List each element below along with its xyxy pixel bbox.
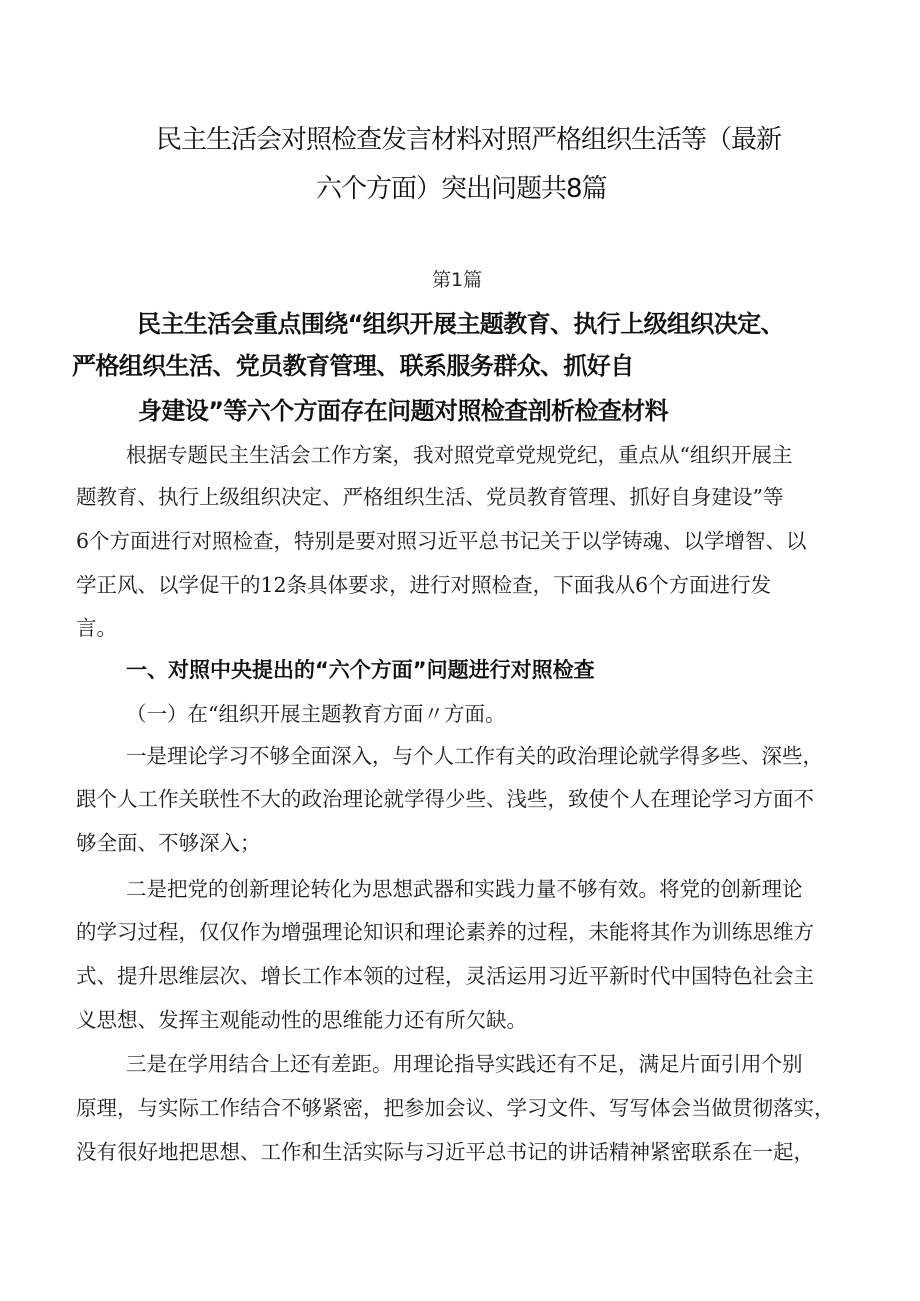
subtitle-line-3: 身建设”等六个方面存在问题对照检查剖析检查材料: [138, 397, 668, 425]
section-heading-1: 一、对照中央提出的“六个方面”问题进行对照检查: [126, 658, 595, 682]
point-1-line-2: 跟个人工作关联性不大的政治理论就学得少些、浅些，致使个人在理论学习方面不: [76, 787, 814, 811]
subtitle-line-1: 民主生活会重点围绕“组织开展主题教育、执行上级组织决定、: [137, 310, 784, 338]
intro-line-2: 题教育、执行上级组织决定、严格组织生活、党员教育管理、抓好自身建设”等: [76, 485, 784, 509]
intro-line-5: 言。: [76, 616, 117, 640]
point-2-line-1: 二是把党的创新理论转化为思想武器和实践力量不够有效。将党的创新理论: [126, 877, 803, 901]
point-2-line-3: 式、提升思维层次、增长工作本领的过程，灵活运用习近平新时代中国特色社会主: [76, 964, 814, 988]
point-2-line-2: 的学习过程，仅仅作为增强理论知识和理论素养的过程，未能将其作为训练思维方: [76, 920, 814, 944]
point-2-line-4: 义思想、发挥主观能动性的思维能力还有所欠缺。: [76, 1008, 527, 1032]
subheading-1: （一）在“组织开展主题教育方面〃方面。: [126, 702, 506, 726]
point-3-line-2: 原理，与实际工作结合不够紧密，把参加会议、学习文件、写写体会当做贯彻落实，: [76, 1096, 835, 1120]
document-title-line-1: 民主生活会对照检查发言材料对照严格组织生活等（最新: [156, 125, 782, 155]
point-1-line-1: 一是理论学习不够全面深入，与个人工作有关的政治理论就学得多些、深些，: [126, 744, 823, 768]
point-1-line-3: 够全面、不够深入；: [76, 831, 261, 855]
point-3-line-3: 没有很好地把思想、工作和生活实际与习近平总书记的讲话精神紧密联系在一起，: [76, 1140, 814, 1164]
intro-line-1: 根据专题民主生活会工作方案，我对照党章党规党纪，重点从“组织开展主: [126, 443, 793, 467]
document-title-line-2: 六个方面）突出问题共8篇: [316, 174, 607, 204]
intro-line-4: 学正风、以学促干的12条具体要求，进行对照检查，下面我从6个方面进行发: [76, 573, 772, 597]
intro-line-3: 6个方面进行对照检查，特别是要对照习近平总书记关于以学铸魂、以学增智、以: [76, 529, 807, 553]
section-label: 第1篇: [432, 269, 483, 291]
point-3-line-1: 三是在学用结合上还有差距。用理论指导实践还有不足，满足片面引用个别: [126, 1052, 803, 1076]
subtitle-line-2: 严格组织生活、党员教育管理、联系服务群众、抓好自: [72, 352, 634, 380]
